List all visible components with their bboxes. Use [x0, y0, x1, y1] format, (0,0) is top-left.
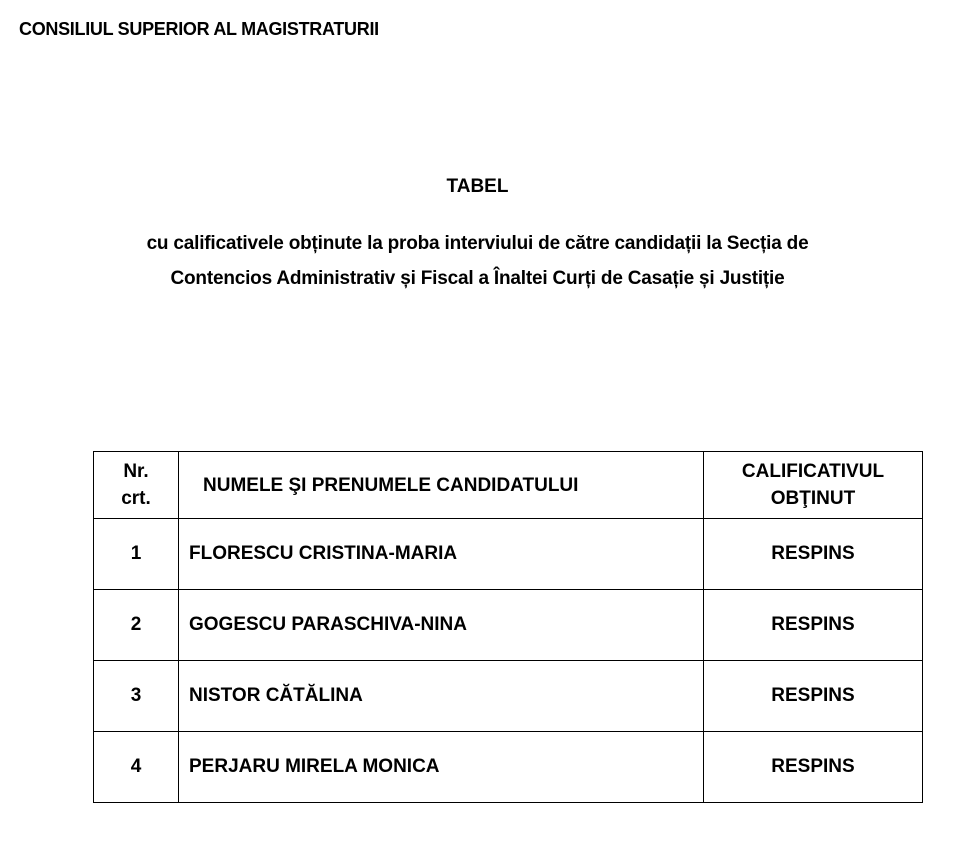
table-row	[94, 661, 923, 732]
header-nr-line-2: crt.	[121, 488, 151, 509]
table-row	[94, 732, 923, 803]
header-candidate-name: NUMELE ŞI PRENUMELE CANDIDATULUI	[179, 452, 704, 519]
row-number: 3	[94, 661, 179, 732]
row-candidate-name: NISTOR CĂTĂLINA	[179, 661, 704, 732]
row-result: RESPINS	[704, 661, 923, 732]
row-result: RESPINS	[704, 732, 923, 803]
row-number: 2	[94, 590, 179, 661]
institution-name: CONSILIUL SUPERIOR AL MAGISTRATURII	[19, 19, 379, 39]
results-table	[93, 451, 923, 803]
row-candidate-name: GOGESCU PARASCHIVA-NINA	[179, 590, 704, 661]
header-nr-line-1: Nr.	[123, 461, 149, 482]
table-row	[94, 590, 923, 661]
row-number: 4	[94, 732, 179, 803]
header-result-line-1: CALIFICATIVUL	[741, 461, 885, 482]
document-subtitle	[40, 226, 915, 296]
subtitle-line-2: Contencios Administrativ și Fiscal a Înaltei Curți de Casație și Justiție	[170, 268, 785, 289]
row-result: RESPINS	[704, 519, 923, 590]
row-candidate-name: PERJARU MIRELA MONICA	[179, 732, 704, 803]
subtitle-line-1: cu calificativele obținute la proba interviului de către candidații la Secția de	[146, 233, 809, 254]
table-row	[94, 519, 923, 590]
row-result: RESPINS	[704, 590, 923, 661]
document-title: TABEL	[446, 176, 509, 197]
header-result-line-2: OBŢINUT	[770, 488, 856, 509]
header-nr-crt	[94, 452, 179, 519]
row-number: 1	[94, 519, 179, 590]
header-result	[704, 452, 923, 519]
table-header-row	[94, 452, 923, 519]
row-candidate-name: FLORESCU CRISTINA-MARIA	[179, 519, 704, 590]
